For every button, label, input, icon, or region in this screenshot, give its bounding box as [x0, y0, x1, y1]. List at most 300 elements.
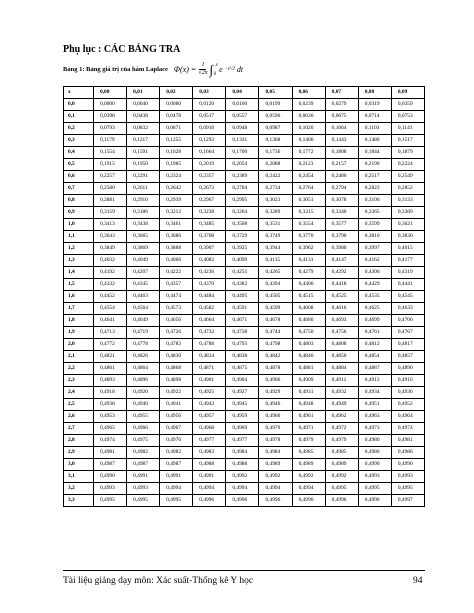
- table-cell: 0,4868: [160, 363, 193, 375]
- table-cell: 0,4633: [391, 303, 424, 315]
- table-header-row: [64, 87, 425, 99]
- row-label-cell: 1,2: [64, 243, 94, 255]
- table-cell: 0,0120: [193, 99, 226, 111]
- table-cell: 0,2517: [358, 171, 391, 183]
- table-cell: 0,4192: [94, 267, 127, 279]
- table-cell: 0,4969: [226, 423, 259, 435]
- table-cell: 0,2580: [94, 183, 127, 195]
- table-cell: 0,4798: [259, 339, 292, 351]
- row-label-cell: 1,9: [64, 327, 94, 339]
- table-cell: 0,3810: [358, 231, 391, 243]
- table-cell: 0,4913: [358, 375, 391, 387]
- table-cell: 0,4985: [325, 447, 358, 459]
- table-row: [64, 459, 425, 471]
- header-cell: 0,09: [391, 87, 424, 99]
- table-cell: 0,4726: [160, 327, 193, 339]
- table-cell: 0,3925: [226, 243, 259, 255]
- table-cell: 0,4750: [292, 327, 325, 339]
- table-cell: 0,4656: [160, 315, 193, 327]
- table-cell: 0,3997: [358, 243, 391, 255]
- table-cell: 0,4991: [160, 471, 193, 483]
- table-cell: 0,4671: [226, 315, 259, 327]
- row-label-cell: 3,1: [64, 471, 94, 483]
- table-cell: 0,4616: [325, 303, 358, 315]
- table-cell: 0,4989: [259, 459, 292, 471]
- table-cell: 0,1664: [193, 147, 226, 159]
- table-cell: 0,4838: [226, 351, 259, 363]
- table-cell: 0,3485: [193, 219, 226, 231]
- table-cell: 0,4207: [127, 267, 160, 279]
- table-cell: 0,4821: [94, 351, 127, 363]
- table-cell: 0,4968: [193, 423, 226, 435]
- table-cell: 0,2823: [358, 183, 391, 195]
- table-cell: 0,4990: [358, 459, 391, 471]
- table-cell: 0,4817: [391, 339, 424, 351]
- table-cell: 0,4974: [94, 435, 127, 447]
- table-cell: 0,4591: [226, 303, 259, 315]
- table-cell: 0,4564: [127, 303, 160, 315]
- table-cell: 0,0948: [226, 123, 259, 135]
- table-cell: 0,4990: [94, 471, 127, 483]
- table-cell: 0,4306: [358, 267, 391, 279]
- header-cell: 0,07: [325, 87, 358, 99]
- table-cell: 0,4977: [193, 435, 226, 447]
- table-cell: 0,4953: [94, 411, 127, 423]
- table-cell: 0,4599: [259, 303, 292, 315]
- header-cell: 0,02: [160, 87, 193, 99]
- row-label-cell: 1,6: [64, 291, 94, 303]
- table-cell: 0,3849: [94, 243, 127, 255]
- table-cell: 0,4945: [226, 399, 259, 411]
- table-row: [64, 399, 425, 411]
- table-cell: 0,4686: [292, 315, 325, 327]
- table-cell: 0,4987: [160, 459, 193, 471]
- table-cell: 0,3790: [325, 231, 358, 243]
- table-cell: 0,4970: [259, 423, 292, 435]
- integral-sign: ∫: [209, 62, 214, 77]
- table-cell: 0,0398: [94, 111, 127, 123]
- table-cell: 0,4864: [127, 363, 160, 375]
- table-cell: 0,1217: [127, 135, 160, 147]
- table-cell: 0,4545: [391, 291, 424, 303]
- table-cell: 0,4983: [193, 447, 226, 459]
- table-row: [64, 111, 425, 123]
- table-cell: 0,4525: [325, 291, 358, 303]
- row-label-cell: 3,2: [64, 483, 94, 495]
- table-cell: 0,4345: [127, 279, 160, 291]
- table-cell: 0,2881: [94, 195, 127, 207]
- table-cell: 0,4778: [127, 339, 160, 351]
- row-label-cell: 2,7: [64, 423, 94, 435]
- row-label-cell: 0,5: [64, 159, 94, 171]
- table-cell: 0,3944: [259, 243, 292, 255]
- row-label-cell: 1,5: [64, 279, 94, 291]
- row-label-cell: 1,0: [64, 219, 94, 231]
- formula-phi: Φ(x) =: [173, 65, 197, 74]
- table-cell: 0,4927: [226, 387, 259, 399]
- table-cell: 0,1628: [160, 147, 193, 159]
- table-cell: 0,3389: [391, 207, 424, 219]
- table-cell: 0,4830: [160, 351, 193, 363]
- table-cell: 0,0438: [127, 111, 160, 123]
- table-cell: 0,0319: [358, 99, 391, 111]
- table-cell: 0,4732: [193, 327, 226, 339]
- header-cell: 0,06: [292, 87, 325, 99]
- row-label-cell: 0,3: [64, 135, 94, 147]
- table-cell: 0,4994: [160, 483, 193, 495]
- row-label-cell: 1,7: [64, 303, 94, 315]
- table-cell: 0,0279: [325, 99, 358, 111]
- table-cell: 0,2794: [325, 183, 358, 195]
- table-row: [64, 195, 425, 207]
- table-cell: 0,4441: [391, 279, 424, 291]
- table-cell: 0,1700: [226, 147, 259, 159]
- table-cell: 0,4066: [160, 255, 193, 267]
- table-cell: 0,4265: [259, 267, 292, 279]
- table-cell: 0,4986: [391, 447, 424, 459]
- table-cell: 0,4706: [391, 315, 424, 327]
- laplace-table-body: [64, 87, 425, 507]
- table-cell: 0,1026: [292, 123, 325, 135]
- laplace-formula: [174, 62, 243, 77]
- table-cell: 0,4678: [259, 315, 292, 327]
- table-row: [64, 387, 425, 399]
- table-cell: 0,4977: [226, 435, 259, 447]
- table-cell: 0,4861: [94, 363, 127, 375]
- table-cell: 0,1406: [292, 135, 325, 147]
- table-cell: 0,4960: [259, 411, 292, 423]
- row-label-cell: 2,3: [64, 375, 94, 387]
- table-cell: 0,4884: [325, 363, 358, 375]
- table-cell: 0,4082: [193, 255, 226, 267]
- table-cell: 0,3980: [325, 243, 358, 255]
- table-cell: 0,4964: [391, 411, 424, 423]
- table-cell: 0,4505: [259, 291, 292, 303]
- integral-lower-limit: 0: [213, 72, 217, 77]
- table-cell: 0,3577: [325, 219, 358, 231]
- header-cell: x: [64, 87, 94, 99]
- table-cell: 0,4032: [94, 255, 127, 267]
- table-cell: 0,4948: [292, 399, 325, 411]
- table-cell: 0,3508: [226, 219, 259, 231]
- table-cell: 0,0714: [358, 111, 391, 123]
- table-cell: 0,4881: [292, 363, 325, 375]
- table-cell: 0,2019: [193, 159, 226, 171]
- table-cell: 0,0910: [193, 123, 226, 135]
- table-cell: 0,4993: [94, 483, 127, 495]
- table-cell: 0,4938: [94, 399, 127, 411]
- table-cell: 0,4920: [127, 387, 160, 399]
- table-cell: 0,4975: [127, 435, 160, 447]
- laplace-table: [63, 86, 425, 507]
- table-row: [64, 123, 425, 135]
- row-label-cell: 2,9: [64, 447, 94, 459]
- row-label-cell: 0,9: [64, 207, 94, 219]
- table-cell: 0,3212: [160, 207, 193, 219]
- table-cell: 0,3023: [259, 195, 292, 207]
- table-row: [64, 159, 425, 171]
- header-cell: 0,03: [193, 87, 226, 99]
- table-cell: 0,0199: [259, 99, 292, 111]
- table-cell: 0,4909: [292, 375, 325, 387]
- table-cell: 0,2704: [226, 183, 259, 195]
- footer-text: Tài liệu giảng dạy môn: Xác suất-Thống kê Y học: [63, 576, 254, 586]
- table-cell: 0,4699: [358, 315, 391, 327]
- table-row: [64, 315, 425, 327]
- table-cell: 0,4934: [358, 387, 391, 399]
- header-cell: 0,00: [94, 87, 127, 99]
- table-row: [64, 411, 425, 423]
- table-cell: 0,0517: [193, 111, 226, 123]
- table-cell: 0,1554: [94, 147, 127, 159]
- table-cell: 0,4980: [358, 435, 391, 447]
- table-cell: 0,4989: [292, 459, 325, 471]
- table-cell: 0,4922: [160, 387, 193, 399]
- table-cell: 0,4957: [193, 411, 226, 423]
- table-row: [64, 183, 425, 195]
- table-cell: 0,4474: [160, 291, 193, 303]
- table-cell: 0,3051: [292, 195, 325, 207]
- table-cell: 0,4925: [193, 387, 226, 399]
- table-cell: 0,4995: [391, 483, 424, 495]
- table-cell: 0,4495: [226, 291, 259, 303]
- fraction-denominator: √2π: [198, 70, 208, 76]
- table-cell: 0,0793: [94, 123, 127, 135]
- table-cell: 0,3770: [292, 231, 325, 243]
- table-cell: 0,3315: [292, 207, 325, 219]
- table-cell: 0,4976: [160, 435, 193, 447]
- table-row: [64, 447, 425, 459]
- table-cell: 0,4222: [160, 267, 193, 279]
- table-cell: 0,1103: [358, 123, 391, 135]
- table-cell: 0,2123: [292, 159, 325, 171]
- table-row: [64, 483, 425, 495]
- table-row: [64, 279, 425, 291]
- table-cell: 0,4993: [358, 471, 391, 483]
- table-cell: 0,4049: [127, 255, 160, 267]
- table-cell: 0,4332: [94, 279, 127, 291]
- table-cell: 0,4394: [259, 279, 292, 291]
- table-cell: 0,4783: [160, 339, 193, 351]
- table-cell: 0,2257: [94, 171, 127, 183]
- table-cell: 0,4996: [358, 495, 391, 507]
- formula-integral: [209, 62, 218, 77]
- table-cell: 0,4738: [226, 327, 259, 339]
- row-label-cell: 2,2: [64, 363, 94, 375]
- row-label-cell: 0,1: [64, 111, 94, 123]
- table-cell: 0,2224: [391, 159, 424, 171]
- table-cell: 0,3554: [292, 219, 325, 231]
- table-cell: 0,4929: [259, 387, 292, 399]
- table-cell: 0,4875: [226, 363, 259, 375]
- table-cell: 0,0557: [226, 111, 259, 123]
- table-cell: 0,4996: [259, 495, 292, 507]
- table-cell: 0,4452: [94, 291, 127, 303]
- table-row: [64, 219, 425, 231]
- integral-upper-limit: x: [215, 63, 218, 68]
- table-cell: 0,4981: [391, 435, 424, 447]
- table-cell: 0,3729: [226, 231, 259, 243]
- table-row: [64, 171, 425, 183]
- table-cell: 0,3264: [226, 207, 259, 219]
- table-cell: 0,4418: [325, 279, 358, 291]
- row-label-cell: 0,6: [64, 171, 94, 183]
- table-cell: 0,3708: [193, 231, 226, 243]
- table-cell: 0,2995: [226, 195, 259, 207]
- table-cell: 0,2088: [259, 159, 292, 171]
- table-cell: 0,4131: [292, 255, 325, 267]
- table-cell: 0,4962: [325, 411, 358, 423]
- table-cell: 0,4951: [358, 399, 391, 411]
- table-cell: 0,4846: [292, 351, 325, 363]
- row-label-cell: 0,7: [64, 183, 94, 195]
- table-cell: 0,4808: [325, 339, 358, 351]
- table-cell: 0,4319: [391, 267, 424, 279]
- table-cell: 0,4625: [358, 303, 391, 315]
- table-row: [64, 339, 425, 351]
- table-cell: 0,4916: [391, 375, 424, 387]
- table-cell: 0,0239: [292, 99, 325, 111]
- table-cell: 0,4971: [292, 423, 325, 435]
- table-cell: 0,4988: [226, 459, 259, 471]
- table-cell: 0,2734: [259, 183, 292, 195]
- table-cell: 0,4147: [325, 255, 358, 267]
- table-cell: 0,1293: [193, 135, 226, 147]
- table-cell: 0,3665: [127, 231, 160, 243]
- table-cell: 0,4992: [325, 471, 358, 483]
- table-cell: 0,1064: [325, 123, 358, 135]
- table-cell: 0,4251: [226, 267, 259, 279]
- table-cell: 0,4967: [160, 423, 193, 435]
- table-cell: 0,3907: [193, 243, 226, 255]
- table-cell: 0,4177: [391, 255, 424, 267]
- header-cell: 0,01: [127, 87, 160, 99]
- table-cell: 0,3830: [391, 231, 424, 243]
- table-cell: 0,2454: [292, 171, 325, 183]
- table-row: [64, 327, 425, 339]
- table-row: [64, 351, 425, 363]
- table-cell: 0,2291: [127, 171, 160, 183]
- table-cell: 0,4554: [94, 303, 127, 315]
- table-cell: 0,0636: [292, 111, 325, 123]
- table-cell: 0,4906: [259, 375, 292, 387]
- table-cell: 0,4992: [226, 471, 259, 483]
- row-label-cell: 0,4: [64, 147, 94, 159]
- table-row: [64, 435, 425, 447]
- table-cell: 0,4941: [160, 399, 193, 411]
- table-cell: 0,4982: [160, 447, 193, 459]
- table-cell: 0,4429: [358, 279, 391, 291]
- fraction-numerator: 1: [201, 62, 205, 68]
- page-title: Phụ lục : CÁC BẢNG TRA: [63, 44, 181, 55]
- table-cell: 0,4793: [226, 339, 259, 351]
- table-cell: 0,2324: [160, 171, 193, 183]
- table-cell: 0,4887: [358, 363, 391, 375]
- table-cell: 0,4463: [127, 291, 160, 303]
- table-cell: 0,4973: [358, 423, 391, 435]
- formula-fraction: [198, 62, 207, 77]
- table-cell: 0,2357: [193, 171, 226, 183]
- row-label-cell: 2,4: [64, 387, 94, 399]
- row-label-cell: 2,0: [64, 339, 94, 351]
- row-label-cell: 1,4: [64, 267, 94, 279]
- table-cell: 0,1141: [391, 123, 424, 135]
- table-cell: 0,1368: [259, 135, 292, 147]
- table-cell: 0,4995: [127, 495, 160, 507]
- table-cell: 0,4713: [94, 327, 127, 339]
- table-row: [64, 471, 425, 483]
- table-cell: 0,2157: [325, 159, 358, 171]
- table-cell: 0,0160: [226, 99, 259, 111]
- table-cell: 0,0871: [160, 123, 193, 135]
- table-cell: 0,4974: [391, 423, 424, 435]
- table-row: [64, 363, 425, 375]
- table-cell: 0,4966: [127, 423, 160, 435]
- table-cell: 0,4826: [127, 351, 160, 363]
- table-cell: 0,2764: [292, 183, 325, 195]
- table-cell: 0,0080: [160, 99, 193, 111]
- table-row: [64, 147, 425, 159]
- formula-dt: dt: [236, 65, 244, 74]
- table-cell: 0,4984: [259, 447, 292, 459]
- table-row: [64, 243, 425, 255]
- table-cell: 0,4996: [226, 495, 259, 507]
- table-cell: 0,4772: [94, 339, 127, 351]
- table-cell: 0,3438: [127, 219, 160, 231]
- table-cell: 0,4834: [193, 351, 226, 363]
- table-cell: 0,4993: [391, 471, 424, 483]
- table-cell: 0,4901: [193, 375, 226, 387]
- table-cell: 0,1950: [127, 159, 160, 171]
- table-cell: 0,4573: [160, 303, 193, 315]
- table-cell: 0,3413: [94, 219, 127, 231]
- table-cell: 0,4963: [358, 411, 391, 423]
- table-cell: 0,2054: [226, 159, 259, 171]
- table-cell: 0,4761: [358, 327, 391, 339]
- table-cell: 0,3340: [325, 207, 358, 219]
- table-cell: 0,4995: [358, 483, 391, 495]
- table-cell: 0,4949: [325, 399, 358, 411]
- table-row: [64, 255, 425, 267]
- table-cell: 0,4991: [193, 471, 226, 483]
- table-cell: 0,4940: [127, 399, 160, 411]
- table-row: [64, 303, 425, 315]
- table-cell: 0,4608: [292, 303, 325, 315]
- table-cell: 0,4995: [94, 495, 127, 507]
- table-cell: 0,4991: [127, 471, 160, 483]
- page-number: 94: [413, 576, 423, 586]
- table-cell: 0,4985: [292, 447, 325, 459]
- table-cell: 0,4946: [259, 399, 292, 411]
- formula-e: e: [219, 65, 223, 74]
- formula-exponent: −t²/2: [224, 67, 235, 72]
- table-cell: 0,3599: [358, 219, 391, 231]
- table-cell: 0,3869: [127, 243, 160, 255]
- table-cell: 0,3186: [127, 207, 160, 219]
- table-cell: 0,0359: [391, 99, 424, 111]
- table-cell: 0,4878: [259, 363, 292, 375]
- table-cell: 0,0040: [127, 99, 160, 111]
- table-cell: 0,2642: [160, 183, 193, 195]
- table-cell: 0,4996: [193, 495, 226, 507]
- row-label-cell: 2,6: [64, 411, 94, 423]
- table-cell: 0,0753: [391, 111, 424, 123]
- table-cell: 0,3621: [391, 219, 424, 231]
- table-cell: 0,4162: [358, 255, 391, 267]
- table-cell: 0,4842: [259, 351, 292, 363]
- table-cell: 0,4904: [226, 375, 259, 387]
- table-cell: 0,4893: [94, 375, 127, 387]
